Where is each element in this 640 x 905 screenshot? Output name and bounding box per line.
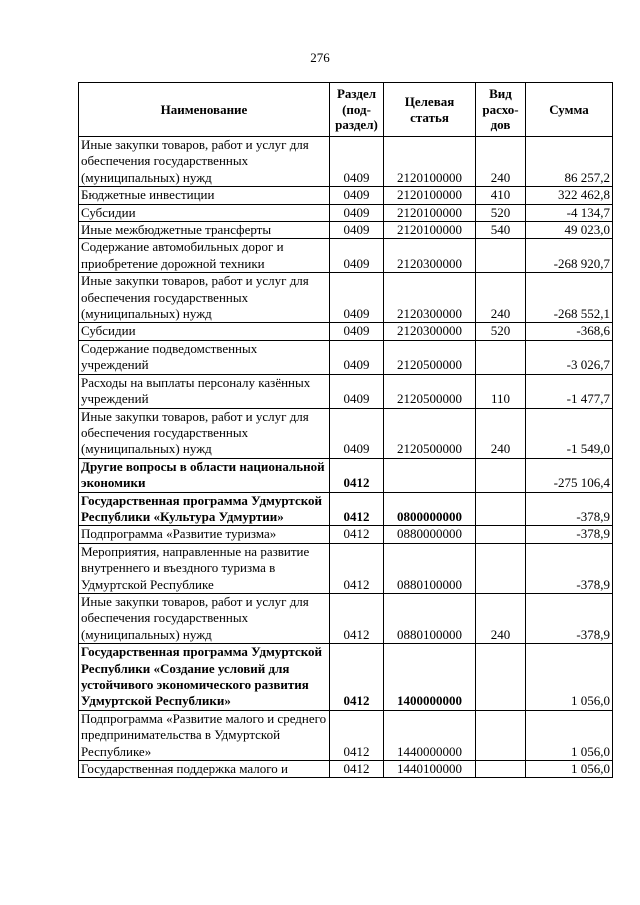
row-target [384,458,476,492]
row-kind [476,710,526,760]
table-row [79,408,613,458]
row-section: 0409 [330,137,384,187]
row-name: Государственная поддержка малого и [79,761,330,778]
row-sum: -378,9 [526,543,613,593]
row-kind [476,543,526,593]
header-target: Целевая статья [384,83,476,137]
table-row [79,222,613,239]
row-sum: 86 257,2 [526,137,613,187]
row-name: Бюджетные инвестиции [79,187,330,204]
row-kind: 410 [476,187,526,204]
row-section: 0409 [330,273,384,323]
row-kind: 240 [476,273,526,323]
row-kind [476,526,526,543]
row-section: 0409 [330,222,384,239]
header-sum: Сумма [526,83,613,137]
row-kind: 110 [476,374,526,408]
row-name: Государственная программа Удмуртской Республики «Создание условий для устойчивого экономического развития Удмуртской Республики» [79,644,330,711]
row-target: 2120100000 [384,222,476,239]
row-target: 1440100000 [384,761,476,778]
row-kind: 540 [476,222,526,239]
row-kind: 520 [476,204,526,221]
table-row [79,526,613,543]
row-section: 0412 [330,526,384,543]
table-row [79,710,613,760]
row-name: Субсидии [79,323,330,340]
row-section: 0412 [330,543,384,593]
row-name: Подпрограмма «Развитие малого и среднего предпринимательства в Удмуртской Республике» [79,710,330,760]
row-section: 0409 [330,340,384,374]
table-body [79,137,613,778]
row-name: Расходы на выплаты персоналу казённых учреждений [79,374,330,408]
row-kind: 520 [476,323,526,340]
row-sum: 1 056,0 [526,710,613,760]
row-target: 2120100000 [384,187,476,204]
row-name: Иные закупки товаров, работ и услуг для обеспечения государственных (муниципальных) нужд [79,593,330,643]
row-sum: 322 462,8 [526,187,613,204]
row-kind [476,492,526,526]
row-section: 0409 [330,187,384,204]
row-name: Другие вопросы в области национальной экономики [79,458,330,492]
row-target: 2120500000 [384,374,476,408]
row-target: 1400000000 [384,644,476,711]
row-name: Иные межбюджетные трансферты [79,222,330,239]
row-sum: -275 106,4 [526,458,613,492]
row-section: 0412 [330,492,384,526]
page-number: 276 [310,50,330,65]
row-name: Субсидии [79,204,330,221]
row-target: 0800000000 [384,492,476,526]
row-target: 2120100000 [384,204,476,221]
row-kind: 240 [476,408,526,458]
header-kind: Вид расхо-дов [476,83,526,137]
row-section: 0409 [330,323,384,340]
table-row [79,374,613,408]
row-section: 0409 [330,204,384,221]
row-target: 2120300000 [384,239,476,273]
row-section: 0412 [330,593,384,643]
row-sum: -1 549,0 [526,408,613,458]
row-section: 0412 [330,458,384,492]
row-sum: -268 920,7 [526,239,613,273]
row-section: 0412 [330,761,384,778]
row-kind: 240 [476,137,526,187]
table-row [79,644,613,711]
budget-table [78,82,613,778]
row-section: 0412 [330,644,384,711]
row-target: 0880100000 [384,593,476,643]
row-kind: 240 [476,593,526,643]
table-row [79,187,613,204]
row-sum: -378,9 [526,492,613,526]
row-section: 0409 [330,239,384,273]
table-row [79,543,613,593]
table-header-row [79,83,613,137]
row-sum: -378,9 [526,593,613,643]
row-name: Государственная программа Удмуртской Республики «Культура Удмуртии» [79,492,330,526]
row-target: 0880000000 [384,526,476,543]
row-kind [476,761,526,778]
row-kind [476,239,526,273]
row-name: Мероприятия, направленные на развитие внутреннего и въездного туризма в Удмуртской Республике [79,543,330,593]
table-row [79,273,613,323]
table-row [79,204,613,221]
table-row [79,323,613,340]
row-sum: -3 026,7 [526,340,613,374]
row-sum: -268 552,1 [526,273,613,323]
header-section: Раздел (под-раздел) [330,83,384,137]
row-target: 2120500000 [384,340,476,374]
row-sum: 49 023,0 [526,222,613,239]
row-target: 2120300000 [384,273,476,323]
row-name: Иные закупки товаров, работ и услуг для обеспечения государственных (муниципальных) нужд [79,137,330,187]
row-sum: -4 134,7 [526,204,613,221]
table-row [79,593,613,643]
row-section: 0409 [330,408,384,458]
row-target: 1440000000 [384,710,476,760]
row-target: 2120300000 [384,323,476,340]
row-section: 0412 [330,710,384,760]
row-kind [476,458,526,492]
row-section: 0409 [330,374,384,408]
row-sum: 1 056,0 [526,761,613,778]
row-target: 2120100000 [384,137,476,187]
table-row [79,761,613,778]
row-kind [476,644,526,711]
row-target: 2120500000 [384,408,476,458]
row-sum: -1 477,7 [526,374,613,408]
table-row [79,458,613,492]
row-name: Подпрограмма «Развитие туризма» [79,526,330,543]
table-row [79,492,613,526]
row-sum: 1 056,0 [526,644,613,711]
table-row [79,239,613,273]
row-name: Иные закупки товаров, работ и услуг для обеспечения государственных (муниципальных) нужд [79,408,330,458]
row-name: Иные закупки товаров, работ и услуг для обеспечения государственных (муниципальных) нужд [79,273,330,323]
row-sum: -378,9 [526,526,613,543]
row-target: 0880100000 [384,543,476,593]
row-sum: -368,6 [526,323,613,340]
row-name: Содержание подведомственных учреждений [79,340,330,374]
header-name: Наименование [79,83,330,137]
table-row [79,340,613,374]
row-kind [476,340,526,374]
row-name: Содержание автомобильных дорог и приобретение дорожной техники [79,239,330,273]
table-row [79,137,613,187]
